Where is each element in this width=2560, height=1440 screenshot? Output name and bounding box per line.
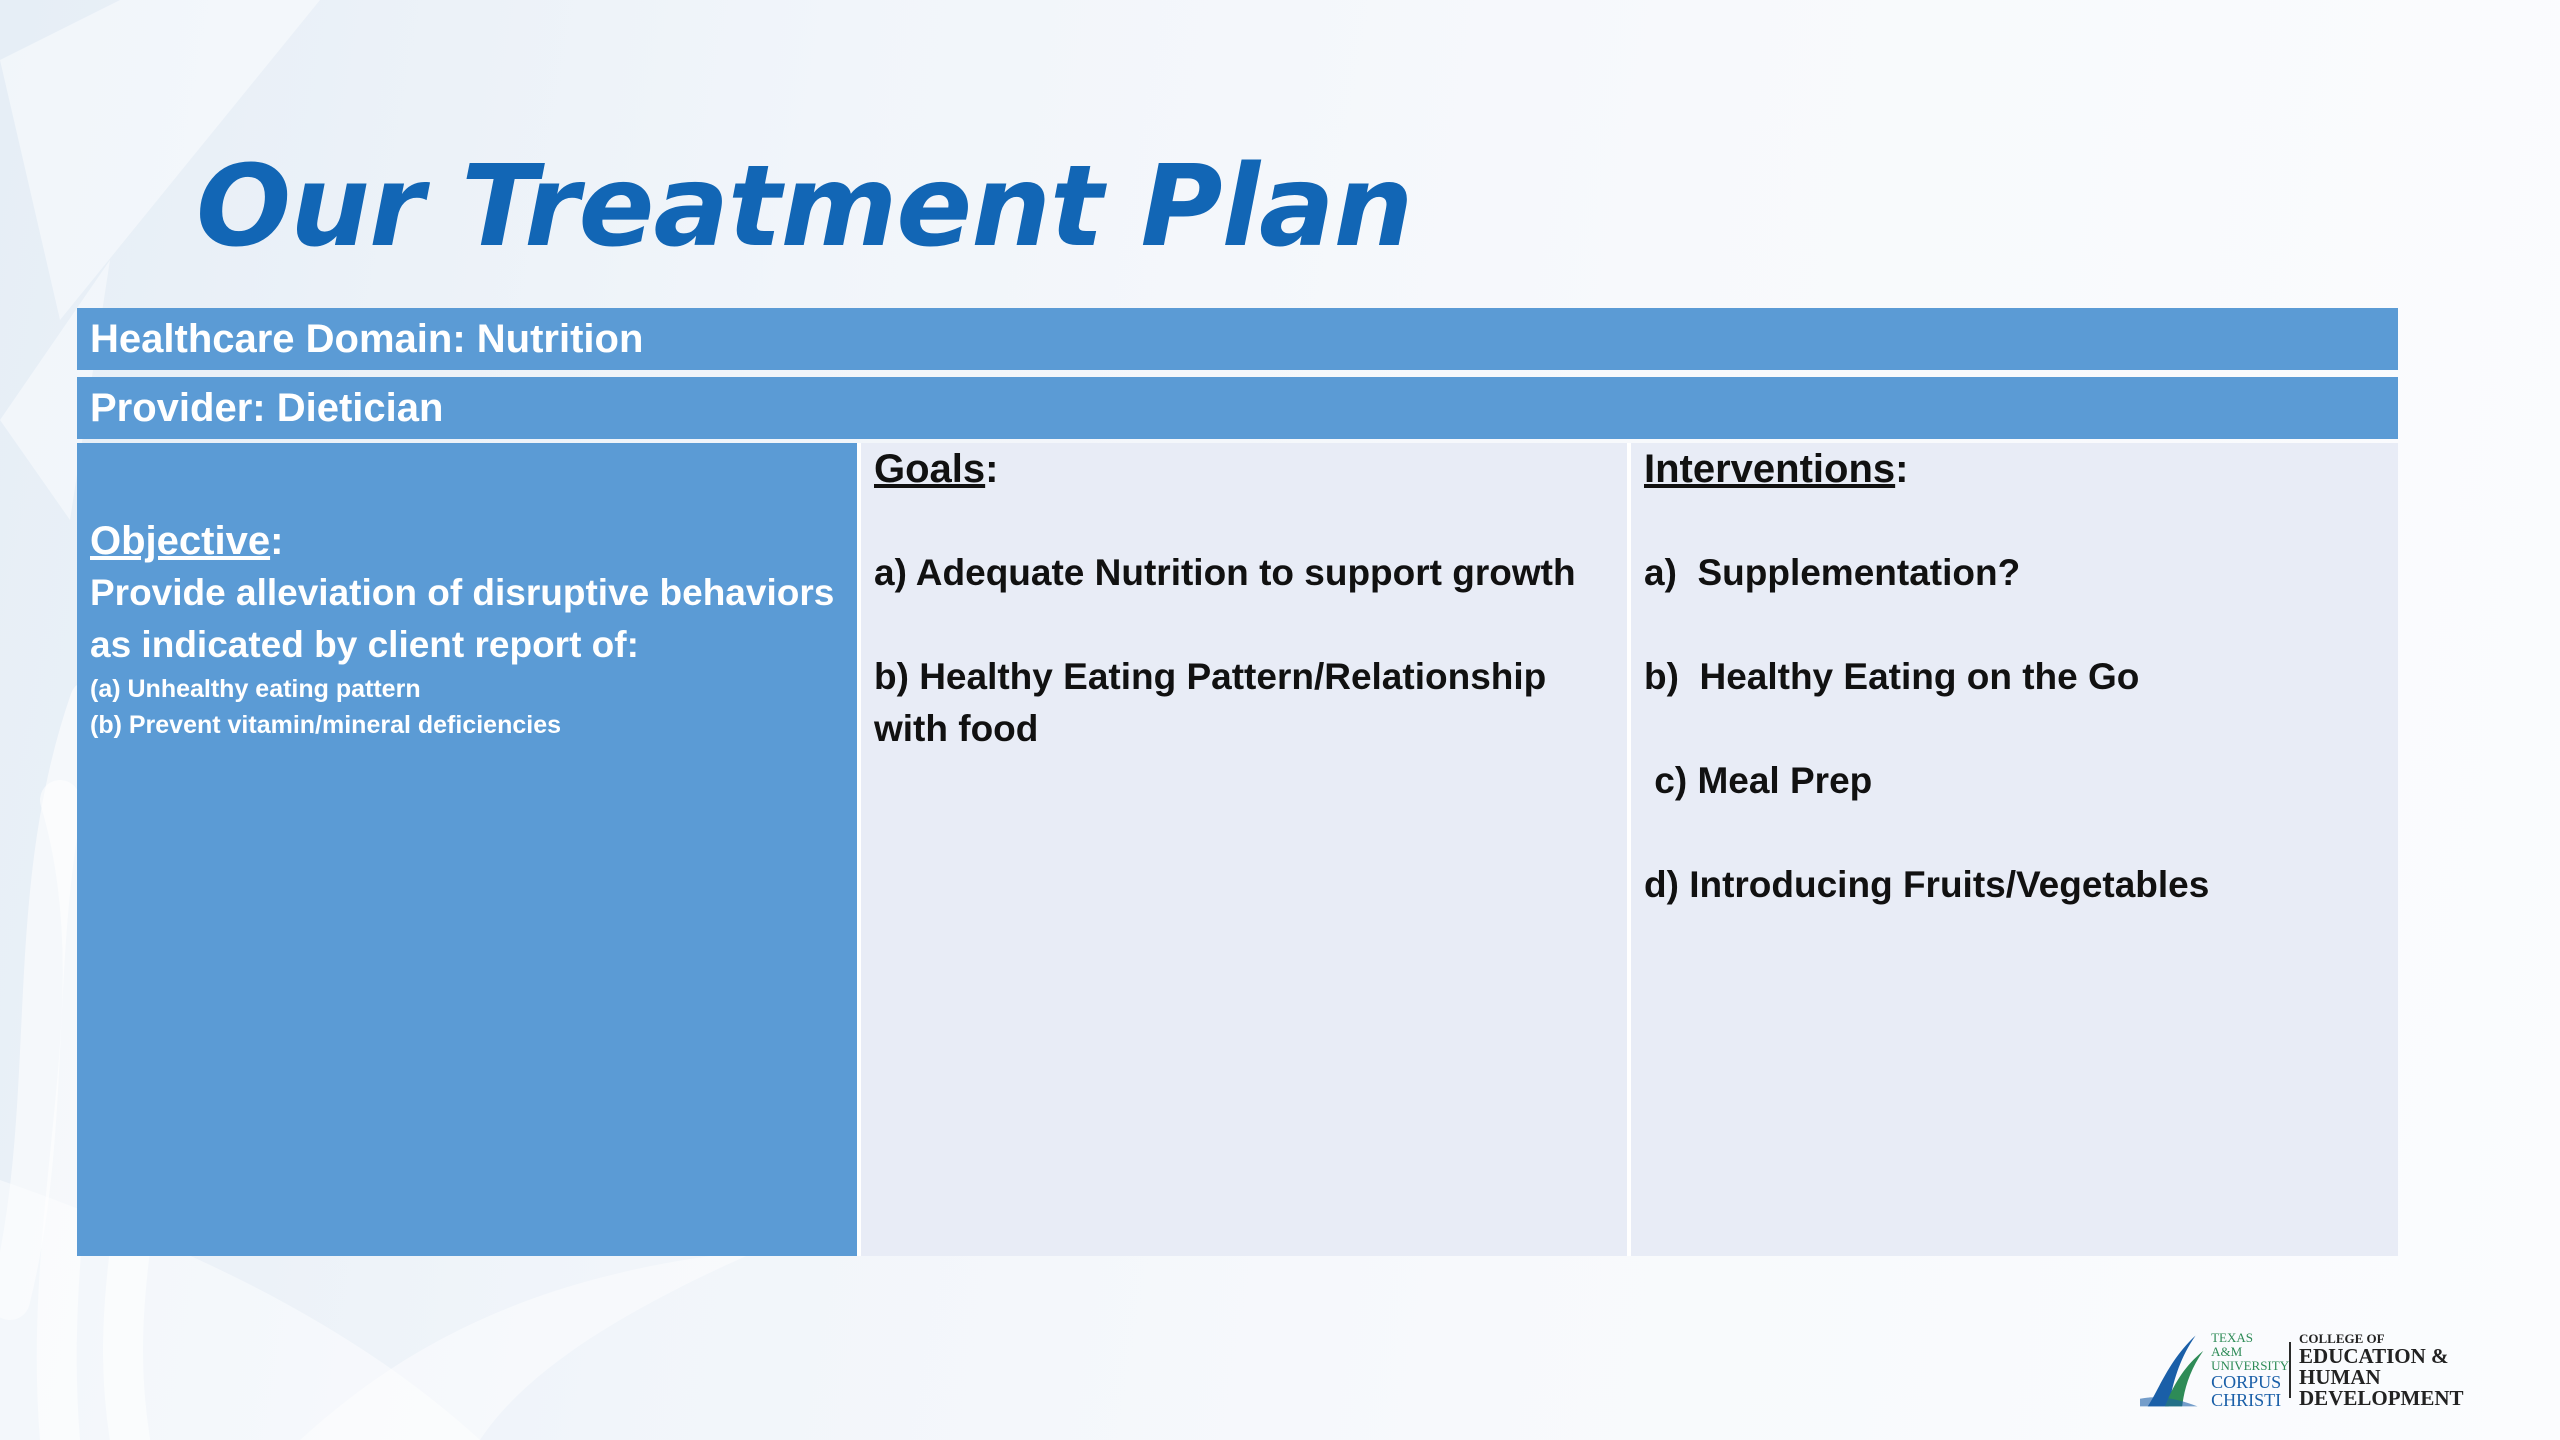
goals-heading-label: Goals	[874, 447, 986, 491]
objective-item: (b) Prevent vitamin/mineral deficiencies	[90, 711, 561, 739]
intervention-item: b) Healthy Eating on the Go	[1644, 656, 2140, 697]
interventions-heading	[1644, 443, 2385, 495]
university-line: UNIVERSITY	[2211, 1358, 2290, 1373]
college-logo	[2140, 1325, 2540, 1415]
goals-heading	[874, 443, 1614, 495]
university-line: TEXAS A&M	[2211, 1330, 2253, 1359]
university-wordmark	[2211, 1330, 2290, 1410]
goal-item: b) Healthy Eating Pattern/Relationship with food	[874, 656, 1547, 749]
college-line: HUMAN DEVELOPMENT	[2299, 1365, 2464, 1410]
goals-column	[857, 443, 1627, 1256]
provider-bar: Provider: Dietician	[77, 377, 2398, 439]
goals-heading-colon: :	[985, 447, 999, 491]
treatment-plan-table	[77, 443, 2398, 1256]
college-line: EDUCATION &	[2299, 1344, 2449, 1368]
university-line: CHRISTI	[2211, 1390, 2282, 1410]
intervention-item: d) Introducing Fruits/Vegetables	[1644, 864, 2210, 905]
objective-column	[77, 443, 857, 1256]
university-line: CORPUS	[2211, 1372, 2282, 1392]
objective-heading	[90, 515, 844, 567]
objective-item: (a) Unhealthy eating pattern	[90, 675, 421, 703]
objective-heading-label: Objective	[90, 519, 271, 563]
page-title: Our Treatment Plan	[196, 142, 1413, 272]
interventions-heading-colon: :	[1895, 447, 1909, 491]
college-wordmark	[2299, 1331, 2540, 1409]
intervention-item: a) Supplementation?	[1644, 552, 2021, 593]
college-line: COLLEGE OF	[2299, 1331, 2385, 1346]
objective-description: Provide alleviation of disruptive behaviors as indicated by client report of:	[90, 572, 835, 665]
healthcare-domain-bar: Healthcare Domain: Nutrition	[77, 308, 2398, 370]
interventions-column	[1627, 443, 2398, 1256]
wave-logo-icon	[2140, 1330, 2207, 1410]
logo-divider	[2289, 1342, 2291, 1398]
goal-item: a) Adequate Nutrition to support growth	[874, 552, 1576, 593]
objective-heading-colon: :	[270, 519, 284, 563]
intervention-item: c) Meal Prep	[1644, 760, 1873, 801]
interventions-heading-label: Interventions	[1644, 447, 1896, 491]
